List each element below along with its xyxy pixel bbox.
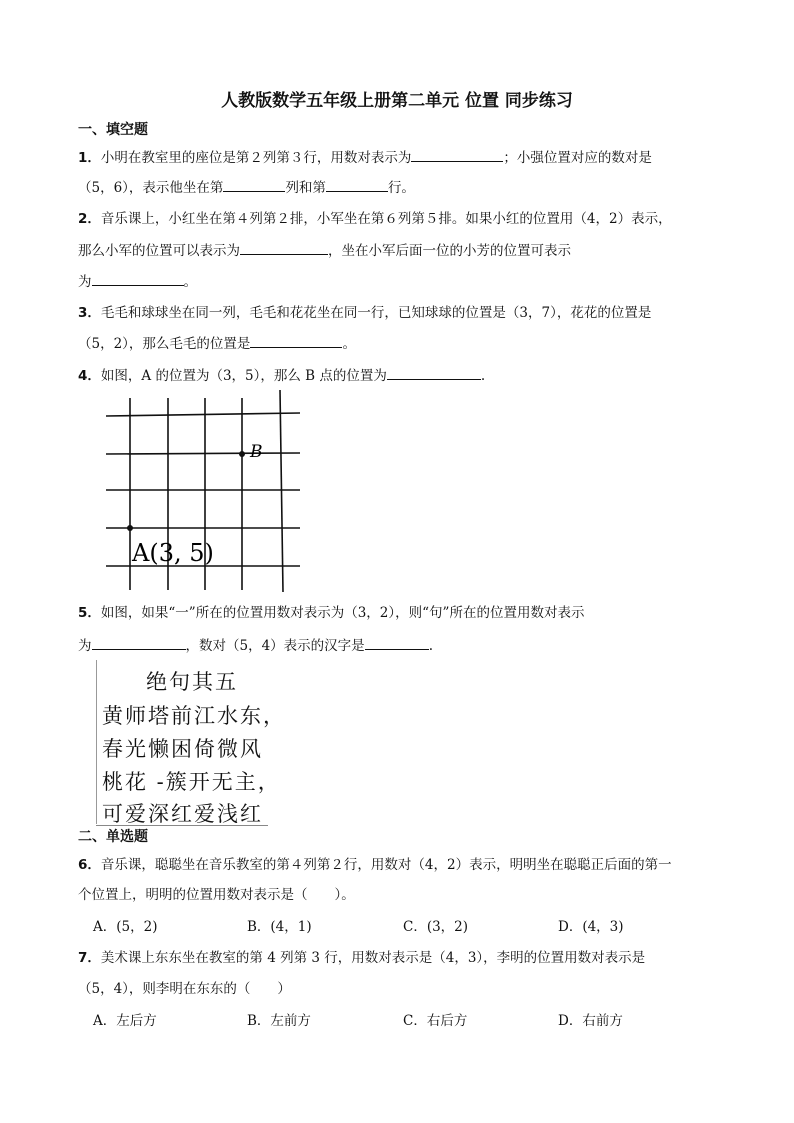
- option-a[interactable]: A．左后方: [93, 1013, 157, 1029]
- grid-line: [280, 390, 283, 592]
- question-text: 如图，如果“一”所在的位置用数对表示为（3，2），则“句”所在的位置用数对表示: [100, 605, 585, 621]
- answer-blank[interactable]: [250, 333, 342, 348]
- question-5-line-2: [78, 634, 433, 654]
- question-text: （5，2），那么毛毛的位置是: [78, 336, 251, 352]
- question-4-line-1: [78, 364, 485, 384]
- question-number: 4．: [78, 368, 101, 384]
- question-text: 。: [183, 274, 197, 290]
- question-text: 。: [342, 336, 356, 352]
- question-text: 美术课上东东坐在教室的第 4 列第 3 行，用数对表示是（4，3），李明的位置用数对表示是: [100, 950, 646, 966]
- question-text: 行。: [387, 180, 415, 196]
- poem-line: 桃花 -簇开无主，: [102, 770, 281, 794]
- question-1-line-1: [78, 146, 652, 166]
- grid-figure: [100, 388, 310, 598]
- question-number: 2．: [78, 211, 101, 227]
- question-text: 列和第: [285, 180, 326, 196]
- question-number: 7．: [78, 950, 101, 966]
- answer-blank[interactable]: [92, 635, 186, 650]
- point-a: [127, 525, 133, 531]
- question-text: ，坐在小军后面一位的小芳的位置可表示: [328, 243, 571, 259]
- point-b-label: B: [250, 442, 263, 462]
- question-text: ；小强位置对应的数对是: [503, 150, 652, 166]
- question-text: .: [480, 368, 486, 384]
- question-3-line-2: [78, 332, 356, 352]
- question-3-line-1: [78, 301, 651, 321]
- poem-left-border: [96, 660, 97, 824]
- question-text: 音乐课，聪聪坐在音乐教室的第４列第２行，用数对（4，2）表示，明明坐在聪聪正后面的第一: [100, 857, 672, 873]
- question-number: 6．: [78, 857, 101, 873]
- question-text: ，数对（5，4）表示的汉字是: [185, 638, 365, 654]
- answer-blank[interactable]: [411, 147, 503, 162]
- question-6-line-2: 个位置上，明明的位置用数对表示是（ ）。: [78, 887, 355, 903]
- option-d[interactable]: D．右前方: [558, 1013, 623, 1029]
- answer-blank[interactable]: [92, 271, 184, 286]
- answer-blank[interactable]: [365, 635, 429, 650]
- page-title: 人教版数学五年级上册第二单元 位置 同步练习: [221, 91, 573, 111]
- poem-line: 可爱深红爱浅红: [102, 802, 263, 826]
- question-7-line-2: （5，4），则李明在东东的（ ）: [78, 981, 291, 997]
- poem-title: 绝句其五: [146, 670, 238, 694]
- question-2-line-2: [78, 239, 571, 259]
- question-text: 毛毛和球球坐在同一列，毛毛和花花坐在同一行，已知球球的位置是（3，7），花花的位置是: [100, 305, 652, 321]
- question-6-line-1: [78, 853, 672, 873]
- question-text: 那么小军的位置可以表示为: [78, 243, 240, 259]
- question-text: 如图，A 的位置为（3，5），那么 B 点的位置为: [100, 368, 387, 384]
- option-d[interactable]: D．(4，3): [558, 919, 624, 935]
- question-2-line-1: [78, 207, 672, 227]
- question-text: .: [428, 638, 433, 654]
- poem-line: 黄师塔前江水东，: [102, 704, 286, 728]
- question-7-line-1: [78, 946, 645, 966]
- answer-blank[interactable]: [240, 240, 328, 255]
- grid-line: [106, 453, 300, 454]
- section-heading-fill-blank: 一、填空题: [78, 122, 148, 138]
- option-a[interactable]: A．(5，2): [93, 919, 158, 935]
- poem-image: [96, 656, 286, 826]
- answer-blank[interactable]: [223, 177, 285, 192]
- grid-line: [106, 413, 300, 416]
- question-text: 为: [78, 274, 92, 290]
- answer-blank[interactable]: [387, 365, 481, 380]
- question-5-line-1: [78, 601, 584, 621]
- point-a-label: A(3, 5): [132, 539, 214, 567]
- option-c[interactable]: C．右后方: [403, 1013, 468, 1029]
- question-number: 1．: [78, 150, 101, 166]
- section-heading-single-choice: 二、单选题: [78, 829, 148, 845]
- point-b: [239, 451, 245, 457]
- question-1-line-2: [78, 176, 415, 196]
- option-b[interactable]: B．(4，1): [247, 919, 312, 935]
- question-number: 5．: [78, 605, 101, 621]
- option-c[interactable]: C．(3，2): [403, 919, 469, 935]
- question-text: 为: [78, 638, 92, 654]
- answer-blank[interactable]: [326, 177, 388, 192]
- question-number: 3．: [78, 305, 101, 321]
- poem-line: 春光懒困倚微风: [102, 737, 263, 761]
- option-b[interactable]: B．左前方: [247, 1013, 311, 1029]
- question-2-line-3: [78, 270, 197, 290]
- question-text: 小明在教室里的座位是第２列第３行，用数对表示为: [100, 150, 412, 166]
- question-text: （5，6），表示他坐在第: [78, 180, 224, 196]
- question-text: 音乐课上，小红坐在第４列第２排，小军坐在第６列第５排。如果小红的位置用（4，2）表示，: [100, 211, 672, 227]
